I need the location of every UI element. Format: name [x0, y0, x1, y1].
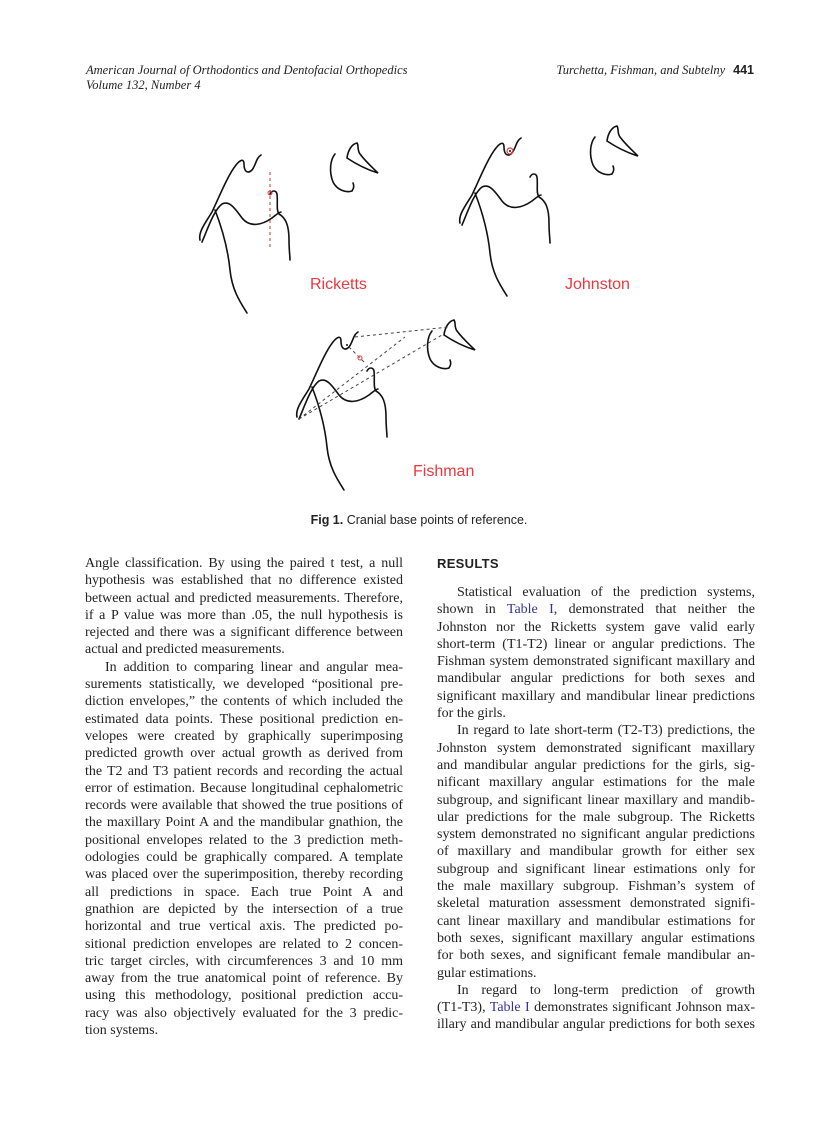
text-line: records were available that showed the true positions of [85, 798, 403, 814]
caption-label: Fig 1. [310, 513, 344, 527]
journal-volume: Volume 132, Number 4 [86, 78, 201, 92]
label-johnston: Johnston [565, 276, 630, 293]
fishman-point [358, 356, 362, 360]
label-ricketts: Ricketts [310, 276, 367, 293]
text-line: if a P value was more than .05, the null hypothesis is [85, 607, 403, 623]
page-number: 441 [733, 63, 754, 77]
journal-title: American Journal of Orthodontics and Dentofacial Orthopedics [86, 63, 408, 77]
text-line: diction envelopes,” the contents of which included the [85, 694, 403, 710]
text-line: hypothesis was established that no difference existed [85, 573, 403, 589]
paragraph [437, 982, 755, 1034]
text-line: velopes were created by graphically superimposing [85, 728, 403, 744]
text-line: positional envelopes related to the 3 prediction meth- [85, 832, 403, 848]
text-line: Fishman system demonstrated significant maxillary and [437, 654, 755, 670]
text-line: error of estimation. Because longitudinal cephalometric [85, 780, 403, 796]
text-line: significant maxillary and mandibular linear predictions [437, 688, 755, 704]
text-line: all predictions in space. Each true Point A and [85, 884, 403, 900]
text-line: shown in Table I, demonstrated that neither the [437, 602, 755, 618]
text-line: the male maxillary subgroup. Fishman’s system of [437, 879, 755, 895]
text-line: away from the true anatomical point of reference. By [85, 971, 403, 987]
text-line: subgroup and significant linear estimations only for [437, 861, 755, 877]
text-line: In regard to late short-term (T2-T3) predictions, the [457, 723, 755, 739]
text-line: was placed over the superimposition, thereby recording [85, 867, 403, 883]
text-line: gnathion are depicted by the intersection of a true [85, 901, 403, 917]
running-header-left [86, 63, 408, 93]
text-line: actual and predicted measurements. [85, 642, 285, 658]
running-header-right [557, 63, 754, 78]
paragraph [437, 722, 755, 981]
text-line: In addition to comparing linear and angular mea- [105, 659, 403, 675]
text-line: between actual and predicted measurements. Therefore, [85, 590, 403, 606]
authors: Turchetta, Fishman, and Subtelny [556, 63, 726, 77]
text-line: gular estimations. [437, 965, 537, 981]
text-line: tric target circles, with circumferences 3 and 10 mm [85, 953, 403, 969]
table-reference-link[interactable]: Table I [506, 602, 554, 618]
text-line: of maxillary and mandibular growth for either sex [437, 844, 755, 860]
text-line: racy was also objectively evaluated for the 3 predic- [85, 1005, 403, 1021]
text-line: Angle classification. By using the paired t test, a null [85, 556, 403, 571]
text-line: Statistical evaluation of the prediction systems, [457, 585, 755, 600]
johnston-tracing [460, 126, 638, 296]
text-line: sitional prediction envelopes are related to 2 concen- [85, 936, 403, 952]
right-column [437, 555, 755, 1034]
text-line: subgroup, and significant linear maxillary and mandib- [437, 792, 755, 808]
paragraph [437, 584, 755, 722]
text-line: illary and mandibular angular predictions for both sexes [437, 1017, 755, 1033]
text-line: short-term (T1-T2) linear or angular predictions. The [437, 636, 755, 652]
figure-caption [0, 513, 838, 527]
text-line: predicted growth over actual growth as derived from [85, 746, 403, 762]
text-line: estimated data points. These positional prediction en- [85, 711, 403, 727]
text-line: cant linear maxillary and mandibular estimations for [437, 913, 755, 929]
text-line: for both sexes, and significant female mandibular an- [437, 948, 755, 964]
text-line: Johnston nor the Ricketts system gave valid early [437, 619, 755, 635]
text-line: nificant maxillary angular estimations for the male [437, 775, 755, 791]
text-line: for the girls. [437, 706, 506, 722]
left-column [85, 555, 403, 1039]
paragraph [85, 659, 403, 1040]
text-line: ular predictions for the male subgroup. The Ricketts [437, 809, 755, 825]
text-line: mandibular angular predictions for both sexes and [437, 671, 755, 687]
text-line: the maxillary Point A and the mandibular gnathion, the [85, 815, 403, 831]
text-line: using this methodology, positional prediction accu- [85, 988, 403, 1004]
text-line: rejected and there was a significant difference between [85, 625, 403, 641]
label-fishman: Fishman [413, 463, 475, 480]
results-body [437, 584, 755, 1034]
text-line: tion systems. [85, 1023, 159, 1039]
text-line: system demonstrated no significant angular predictions [437, 827, 755, 843]
section-heading-results: RESULTS [437, 556, 499, 571]
text-line: Johnston system demonstrated significant maxillary [437, 740, 755, 756]
text-line: the T2 and T3 patient records and recording the actual [85, 763, 403, 779]
paragraph [85, 555, 403, 659]
caption-text: Cranial base points of reference. [346, 513, 528, 527]
text-line: skeletal maturation assessment demonstrated signifi- [437, 896, 755, 912]
text-line: (T1-T3), Table I demonstrates significant Johnson max- [437, 1000, 755, 1016]
figure-1 [190, 120, 650, 510]
text-line: both sexes, significant maxillary angular estimations [437, 930, 755, 946]
text-line: horizontal and true vertical axis. The predicted po- [85, 919, 403, 935]
cephalometric-tracings [190, 120, 650, 510]
text-line: surements statistically, we developed “positional pre- [85, 677, 403, 693]
table-reference-link[interactable]: Table I [489, 1000, 530, 1016]
text-line: In regard to long-term prediction of growth [457, 982, 755, 998]
text-line: odologies could be graphically compared. A template [85, 850, 403, 866]
text-line: and mandibular angular predictions for the girls, sig- [437, 757, 755, 773]
